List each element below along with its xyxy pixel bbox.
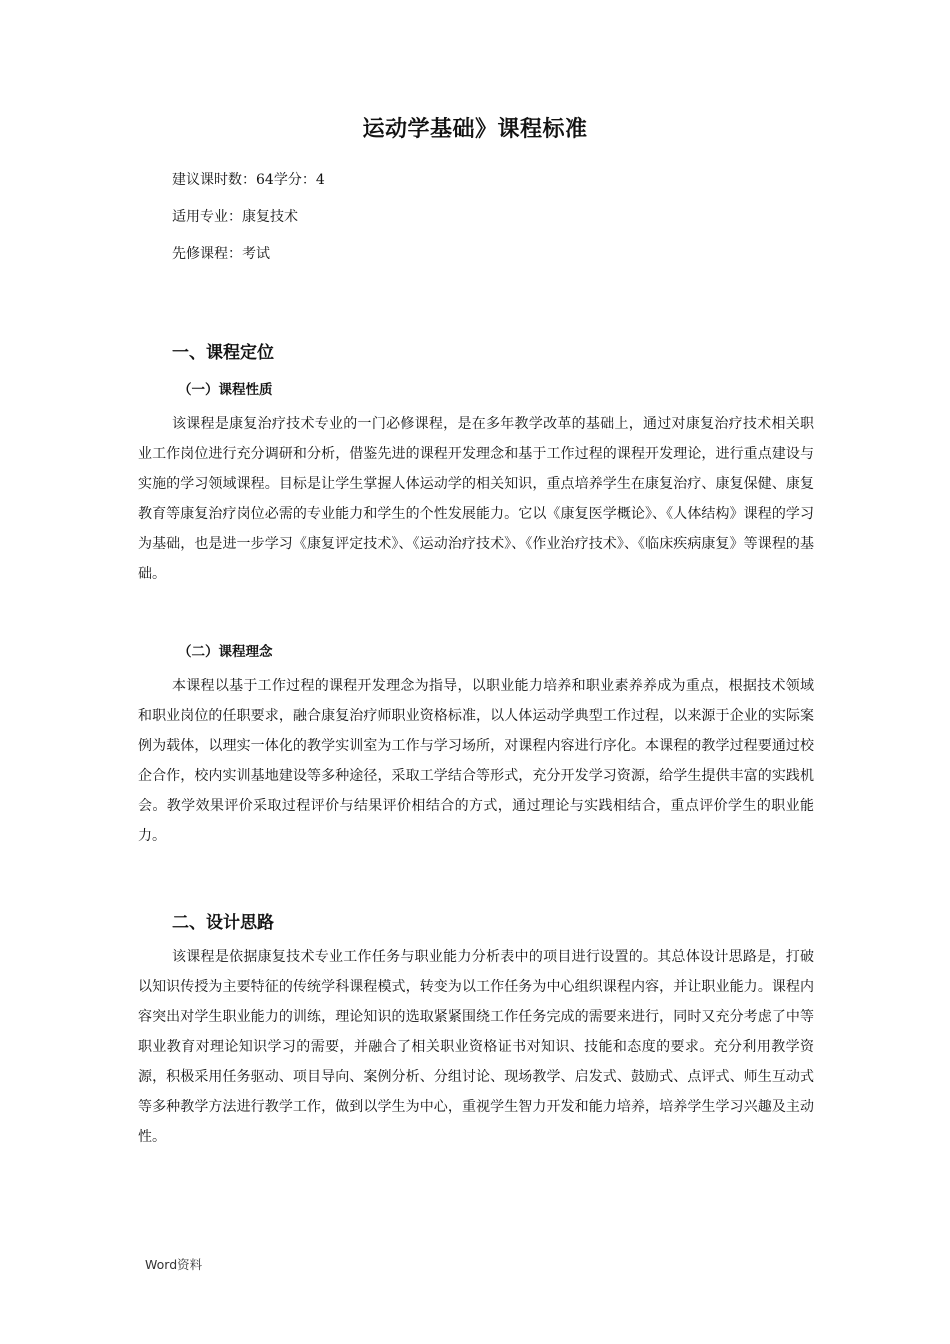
meta-prerequisite: 先修课程：考试 xyxy=(172,246,270,262)
meta-hours-credits: 建议课时数：64学分：4 xyxy=(172,172,325,188)
subsection-heading-course-concept: （二）课程理念 xyxy=(178,644,273,660)
section-heading-course-positioning: 一、课程定位 xyxy=(172,343,274,363)
meta-major: 适用专业：康复技术 xyxy=(172,209,298,225)
footer-watermark: Word资料 xyxy=(145,1257,203,1272)
subsection-heading-course-nature: （一）课程性质 xyxy=(178,382,273,398)
paragraph-course-concept: 本课程以基于工作过程的课程开发理念为指导，以职业能力培养和职业素养养成为重点，根据技术领域和职业岗位的任职要求，融合康复治疗师职业资格标准，以人体运动学典型工作过程，以来源于企业的实际案例为载体，以理实一体化的教学实训室为工作与学习场所，对课程内容进行序化。本课程的教学过程要通过校企合作，校内实训基地建设等多种途径，采取工学结合等形式，充分开发学习资源，给学生提供丰富的实践机会。教学效果评价采取过程评价与结果评价相结合的方式，通过理论与实践相结合，重点评价学生的职业能力。 xyxy=(138,678,814,844)
section-heading-design-approach: 二、设计思路 xyxy=(172,913,274,933)
paragraph-design-approach: 该课程是依据康复技术专业工作任务与职业能力分析表中的项目进行设置的。其总体设计思路是，打破以知识传授为主要特征的传统学科课程模式，转变为以工作任务为中心组织课程内容，并让职业能力。课程内容突出对学生职业能力的训练，理论知识的选取紧紧围绕工作任务完成的需要来进行，同时又充分考虑了中等职业教育对理论知识学习的需要，并融合了相关职业资格证书对知识、技能和态度的要求。充分利用教学资源，积极采用任务驱动、项目导向、案例分析、分组讨论、现场教学、启发式、鼓励式、点评式、师生互动式等多种教学方法进行教学工作，做到以学生为中心，重视学生智力开发和能力培养，培养学生学习兴趣及主动性。 xyxy=(138,949,814,1145)
paragraph-course-nature: 该课程是康复治疗技术专业的一门必修课程，是在多年教学改革的基础上，通过对康复治疗技术相关职业工作岗位进行充分调研和分析，借鉴先进的课程开发理念和基于工作过程的课程开发理论，进行重点建设与实施的学习领域课程。目标是让学生掌握人体运动学的相关知识，重点培养学生在康复治疗、康复保健、康复教育等康复治疗岗位必需的专业能力和学生的个性发展能力。它以《康复医学概论》、《人体结构》课程的学习为基础，也是进一步学习《康复评定技术》、《运动治疗技术》、《作业治疗技术》、《临床疾病康复》等课程的基础。 xyxy=(138,416,814,582)
page-title: 运动学基础》课程标准 xyxy=(362,117,588,142)
